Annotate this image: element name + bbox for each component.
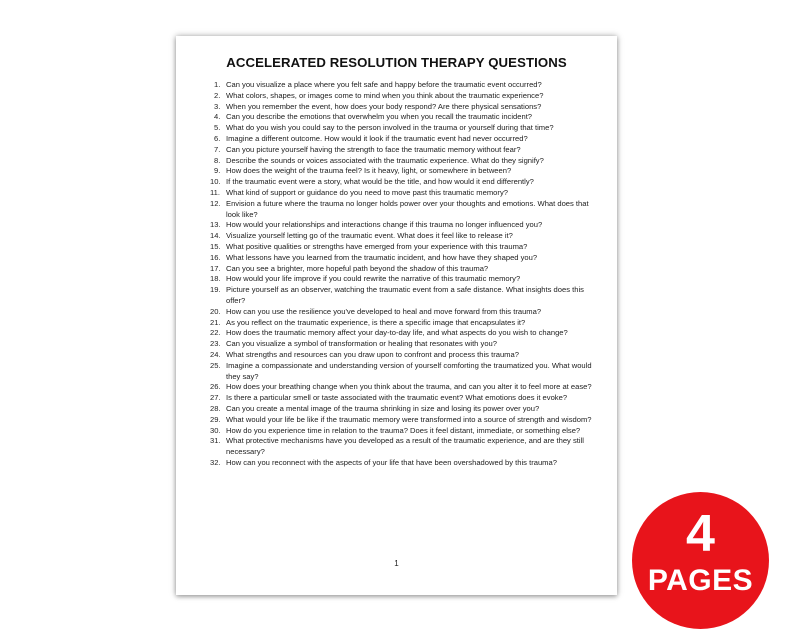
question-item	[210, 415, 604, 426]
question-number: 24.	[210, 349, 221, 359]
question-number: 13.	[210, 220, 221, 230]
question-text: How does the traumatic memory affect your day-to-day life, and what aspects do you wish to change?	[226, 328, 568, 338]
question-item	[210, 231, 604, 242]
question-item	[214, 123, 604, 134]
question-item	[210, 177, 604, 188]
question-text: What would your life be like if the traumatic memory were transformed into a source of strength and wisdom?	[226, 414, 592, 424]
question-item	[210, 253, 604, 264]
question-number: 8.	[214, 155, 221, 165]
question-item	[214, 112, 604, 123]
document-page	[176, 36, 617, 595]
question-item	[210, 220, 604, 231]
question-item	[214, 166, 604, 177]
question-number: 20.	[210, 306, 221, 316]
question-text: What positive qualities or strengths have emerged from your experience with this trauma?	[226, 241, 528, 251]
question-text: As you reflect on the traumatic experience, is there a specific image that encapsulates it?	[226, 317, 526, 327]
question-number: 11.	[210, 187, 220, 197]
question-number: 14.	[210, 231, 221, 241]
question-text: What protective mechanisms have you developed as a result of the traumatic experience, and are they still necessary?	[226, 436, 584, 457]
page-number: 1	[394, 559, 399, 568]
question-text: Can you create a mental image of the trauma shrinking in size and losing its power over you?	[226, 403, 540, 413]
question-item	[210, 436, 604, 458]
question-item	[210, 339, 604, 350]
question-item	[210, 328, 604, 339]
question-number: 22.	[210, 328, 221, 338]
question-number: 28.	[210, 403, 221, 413]
question-number: 30.	[210, 425, 221, 435]
question-number: 31.	[210, 436, 221, 446]
question-number: 27.	[210, 393, 221, 403]
question-number: 32.	[210, 457, 221, 467]
question-number: 6.	[214, 133, 221, 143]
question-text: Envision a future where the trauma no longer holds power over your thoughts and emotions. What does that look like?	[226, 198, 589, 219]
question-item	[214, 145, 604, 156]
question-number: 16.	[210, 252, 221, 262]
question-item	[210, 393, 604, 404]
question-number: 2.	[214, 90, 221, 100]
question-text: Can you see a brighter, more hopeful path beyond the shadow of this trauma?	[226, 263, 489, 273]
question-number: 15.	[210, 241, 221, 251]
question-item	[214, 134, 604, 145]
document-title: ACCELERATED RESOLUTION THERAPY QUESTIONS	[226, 55, 567, 70]
question-text: Can you visualize a place where you felt safe and happy before the traumatic event occurred?	[226, 80, 542, 89]
question-item	[210, 307, 604, 318]
question-item	[210, 382, 604, 393]
question-text: Describe the sounds or voices associated with the traumatic experience. What do they signify?	[226, 155, 544, 165]
question-text: How do you experience time in relation to the trauma? Does it feel distant, immediate, or something else?	[226, 425, 581, 435]
question-text: How does the weight of the trauma feel? Is it heavy, light, or somewhere in between?	[226, 166, 512, 176]
question-text: How would your relationships and interactions change if this trauma no longer influenced you?	[226, 220, 543, 230]
page-count-label: PAGES	[647, 564, 754, 597]
question-text: What lessons have you learned from the traumatic incident, and how have they shaped you?	[226, 252, 538, 262]
question-text: Can you visualize a symbol of transformation or healing that resonates with you?	[226, 339, 497, 349]
question-number: 19.	[210, 285, 221, 295]
question-item	[210, 264, 604, 275]
question-list	[210, 80, 604, 469]
question-text: How can you reconnect with the aspects of your life that have been overshadowed by this trauma?	[226, 457, 557, 467]
question-item	[214, 91, 604, 102]
question-number: 9.	[214, 166, 221, 176]
question-number: 26.	[210, 382, 221, 392]
question-text: If the traumatic event were a story, what would be the title, and how would it end differently?	[226, 177, 534, 187]
question-text: What kind of support or guidance do you need to move past this traumatic memory?	[226, 187, 508, 197]
question-number: 1.	[214, 80, 221, 89]
page-count-badge	[632, 492, 769, 629]
question-text: How would your life improve if you could rewrite the narrative of this traumatic memory?	[226, 274, 521, 284]
question-item	[210, 318, 604, 329]
question-text: What do you wish you could say to the person involved in the trauma or yourself during that time?	[226, 123, 554, 133]
question-text: What strengths and resources can you draw upon to confront and process this trauma?	[226, 349, 519, 359]
question-text: Is there a particular smell or taste associated with the traumatic event? What emotions does it evoke?	[226, 393, 568, 403]
question-number: 23.	[210, 339, 221, 349]
question-item	[210, 285, 604, 307]
question-text: How does your breathing change when you think about the trauma, and can you alter it to feel more at ease?	[226, 382, 592, 392]
question-number: 7.	[214, 144, 221, 154]
question-number: 18.	[210, 274, 221, 284]
question-text: Can you picture yourself having the strength to face the traumatic memory without fear?	[226, 144, 521, 154]
question-item	[210, 274, 604, 285]
question-number: 21.	[210, 317, 221, 327]
question-number: 10.	[210, 177, 221, 187]
question-text: Can you describe the emotions that overwhelm you when you recall the traumatic incident?	[226, 112, 533, 122]
question-number: 25.	[210, 360, 221, 370]
question-number: 17.	[210, 263, 221, 273]
question-text: What colors, shapes, or images come to mind when you think about the traumatic experience?	[226, 90, 544, 100]
question-text: Visualize yourself letting go of the traumatic event. What does it feel like to release it?	[226, 231, 513, 241]
question-text: How can you use the resilience you've developed to heal and move forward from this trauma?	[226, 306, 542, 316]
question-item	[214, 156, 604, 167]
question-text: When you remember the event, how does your body respond? Are there physical sensations?	[226, 101, 542, 111]
question-number: 29.	[210, 414, 221, 424]
page-count-number: 4	[686, 505, 715, 563]
question-item	[210, 426, 604, 437]
question-item	[214, 102, 604, 113]
question-text: Imagine a compassionate and understanding version of yourself comforting the traumatized you. What would they say?	[226, 360, 592, 381]
question-text: Picture yourself as an observer, watching the traumatic event from a safe distance. What insights does this offer?	[226, 285, 584, 305]
question-item	[210, 350, 604, 361]
question-item	[210, 199, 604, 221]
question-number: 4.	[214, 112, 221, 122]
question-number: 12.	[210, 198, 221, 208]
question-number: 5.	[214, 123, 221, 133]
question-item	[210, 361, 604, 383]
question-item	[210, 458, 604, 469]
question-item	[210, 188, 604, 199]
question-item	[210, 404, 604, 415]
question-number: 3.	[214, 101, 221, 111]
question-item	[214, 80, 604, 91]
question-text: Imagine a different outcome. How would it look if the traumatic event had never occurred?	[226, 133, 528, 143]
question-item	[210, 242, 604, 253]
